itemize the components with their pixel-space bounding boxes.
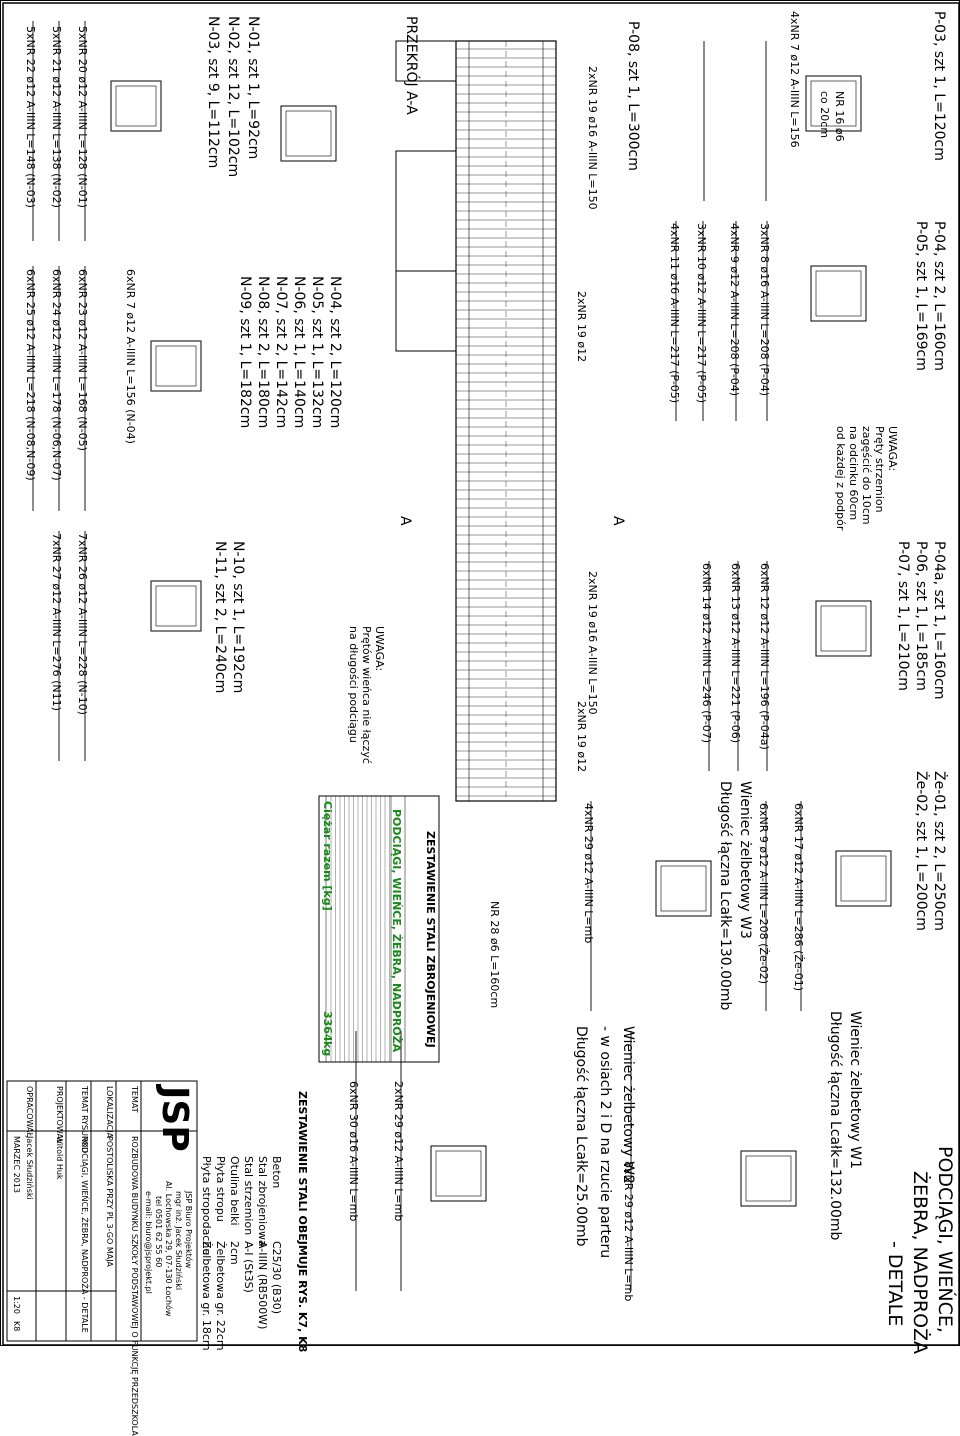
uwaga1-l3: na odcinku 60cm bbox=[847, 426, 860, 521]
spec-title: ZESTAWIENIE STALI ZBROJENIOWEJ bbox=[424, 831, 437, 1048]
bar-n-7: 6xNR 25 ø12 A-IIIN L=218 (N-08,N-09) bbox=[24, 269, 37, 481]
bar-zebra-2: 6xNR 9 ø12 A-IIIN L=208 (Że-02) bbox=[757, 803, 770, 984]
tb-proj-label: PROJEKTOWAŁ bbox=[55, 1086, 64, 1144]
p04a-title-2: P-06, szt 1, L=185cm bbox=[913, 541, 929, 691]
bar-w2-2: 6xNR 30 ø16 A-IIIN L=mb bbox=[347, 1081, 360, 1222]
tb-firm-3: Al. Lochowska 29, 07-130 Łochów bbox=[164, 1181, 173, 1317]
bar-w2-3: 2xNR 29 ø12 A-IIIN L=mb bbox=[392, 1081, 405, 1222]
p08-title: P-08, szt 1, L=300cm bbox=[625, 21, 641, 171]
n-list-b-4: N-07, szt 2, L=142cm bbox=[273, 276, 289, 429]
bar-p04-4: 4xNR 11 ø16 A-IIIN L=217 (P-05) bbox=[668, 223, 681, 404]
section-a-a bbox=[281, 106, 336, 161]
mat-6: Płyta stropodachu bbox=[200, 1156, 213, 1256]
mat-5-v: Żelbetowa gr. 22cm bbox=[214, 1241, 227, 1351]
spec-subtitle: PODCIĄGI, WIEŃCE, ŻEBRA, NADPROŻA bbox=[390, 809, 403, 1053]
tb-logo: JSP bbox=[154, 1086, 195, 1152]
bar-w3-1: 4xNR 29 ø12 A-IIIN L=mb bbox=[582, 803, 595, 944]
tb-firm-2: mgr inż. Jacek Słudziński bbox=[174, 1191, 183, 1291]
sheet-title-3: - DETALE bbox=[884, 1241, 906, 1327]
bar-p04-3: 3xNR 10 ø12 A-IIIN L=217 (P-05) bbox=[695, 223, 708, 404]
w2-length: Długość łączna Lcałk=25.00mb bbox=[573, 1026, 589, 1247]
p08-bar-3: 2xNR 19 ø12 bbox=[575, 701, 588, 773]
bar-p04a-3: 6xNR 14 ø12 A-IIIN L=246 (P-07) bbox=[700, 563, 713, 744]
n-list-b-1: N-04, szt 2, L=120cm bbox=[327, 276, 343, 429]
section-marker-top: A bbox=[610, 516, 626, 526]
n-list-a-1: N-01, szt 1, L=92cm bbox=[245, 16, 261, 160]
bar-p04-2: 4xNR 9 ø12 A-IIIN L=208 (P-04) bbox=[728, 223, 741, 397]
p04a-title-1: P-04a, szt 1, L=160cm bbox=[931, 541, 947, 700]
beam-elevation bbox=[456, 41, 556, 801]
bar-p03-1: 4xNR 7 ø12 A-IIIN L=156 bbox=[788, 11, 801, 148]
tb-temat: ROZBUDOWA BUDYNKU SZKOŁY PODSTAWOWEJ O FUNKCJĘ PRZEDSZKOLA bbox=[130, 1136, 139, 1436]
uwaga1-title: UWAGA: bbox=[886, 426, 899, 472]
tb-rys: PODCIĄGI, WIEŃCE, ŻEBRA, NADPROŻA - DETALE bbox=[80, 1136, 89, 1333]
mat-2-v: A-IIIN (RB500W) bbox=[256, 1241, 269, 1330]
w3-length: Długość łączna Lcałk=130.00mb bbox=[717, 781, 733, 1011]
n-list-c-1: N-10, szt 1, L=192cm bbox=[230, 541, 246, 694]
section-n10 bbox=[151, 581, 201, 631]
tb-date: MARZEC 2013 bbox=[12, 1136, 21, 1193]
bar-n-5: 6xNR 23 ø12 A-IIIN L=168 (N-05) bbox=[76, 269, 89, 451]
tb-lok-label: LOKALIZACJA bbox=[105, 1086, 114, 1138]
w1-length: Długość łączna Lcałk=132.00mb bbox=[827, 1011, 843, 1241]
p03-title: P-03, szt 1, L=120cm bbox=[931, 11, 947, 161]
bar-n-3: 5xNR 22 ø12 A-IIIN L=148 (N-03) bbox=[24, 26, 37, 208]
drawing-lines bbox=[1, 1, 960, 1347]
p04-title-1: P-04, szt 2, L=160cm bbox=[931, 221, 947, 371]
n-list-b-2: N-05, szt 1, L=132cm bbox=[309, 276, 325, 429]
n-list-b-3: N-06, szt 1, L=140cm bbox=[291, 276, 307, 429]
mat-6-v: Żelbetowa gr. 18cm bbox=[200, 1241, 213, 1351]
w3-label: Wieniec żelbetowy W3 bbox=[737, 781, 753, 939]
section-zebra bbox=[836, 851, 891, 906]
bar-p04a-1: 6xNR 12 ø12 A-IIIN L=196 (P-04a) bbox=[758, 563, 771, 750]
bar-n-9: 7xNR 27 ø12 A-IIIN L=276 (N11) bbox=[50, 533, 63, 711]
tb-temat-label: TEMAT bbox=[130, 1086, 139, 1113]
tb-lok: POSTOLISKA PRZY PL 3-GO MAJA bbox=[105, 1136, 114, 1267]
uwaga2-l2: na długości podciągu bbox=[347, 626, 360, 743]
sheet-title-2: ŻEBRA, NADPROŻA bbox=[909, 1171, 931, 1355]
tb-firm-1: JSP Biuro Projektów bbox=[184, 1191, 193, 1269]
w1-label: Wieniec żelbetowy W1 bbox=[847, 1011, 863, 1169]
section-w2 bbox=[431, 1146, 486, 1201]
uwaga1-l1: Pręty strzemion bbox=[873, 426, 886, 513]
mat-2: Stal zbrojeniowa bbox=[256, 1156, 269, 1247]
spec-total-label: Ciężar razem [kg] bbox=[321, 801, 334, 911]
uwaga1-l2: zagęścić do 10cm bbox=[860, 426, 873, 525]
tb-proj: Witold Huk bbox=[55, 1136, 64, 1180]
sheet-title-1: PODCIĄGI, WIEŃCE, bbox=[934, 1146, 956, 1333]
mat-3: Stal strzemion bbox=[242, 1156, 255, 1236]
bar-w3-stirrup: NR 28 ø6 L=160cm bbox=[488, 901, 501, 1009]
section-n01 bbox=[111, 81, 161, 131]
mat-1: Beton bbox=[270, 1156, 283, 1189]
column-w3 bbox=[396, 271, 456, 351]
section-p04a bbox=[816, 601, 871, 656]
uwaga2-l1: Prętów wieńca nie łączyć bbox=[360, 626, 373, 764]
section-marker-bottom: A bbox=[397, 516, 413, 526]
tb-opr-label: OPRACOWAŁ bbox=[25, 1086, 34, 1138]
bar-p04a-2: 6xNR 13 ø12 A-IIIN L=221 (P-06) bbox=[729, 563, 742, 744]
tb-sheet: K8 bbox=[12, 1321, 21, 1332]
n-list-b-6: N-09, szt 1, L=182cm bbox=[237, 276, 253, 429]
mat-4: Otulina belki bbox=[228, 1156, 241, 1226]
section-w3 bbox=[656, 861, 711, 916]
mat-1-v: C25/30 (B30) bbox=[270, 1241, 283, 1315]
p08-bar-2: 2xNR 19 ø12 bbox=[575, 291, 588, 363]
tb-scale: 1:20 bbox=[12, 1296, 21, 1314]
section-p04 bbox=[811, 266, 866, 321]
bar-p04-1: 3xNR 8 ø16 A-IIIN L=208 (P-04) bbox=[758, 223, 771, 397]
uwaga1-l4: od każdej z podpór bbox=[834, 426, 847, 531]
tb-firm-4: tel 0501 62 55 60 bbox=[154, 1196, 163, 1268]
bar-lines bbox=[33, 21, 801, 1291]
column-sl2 bbox=[396, 151, 456, 271]
spec-total-unit: kg bbox=[321, 1041, 334, 1057]
section-n04 bbox=[151, 341, 201, 391]
zebra-title-2: Że-02, szt 1, L=200cm bbox=[913, 771, 929, 931]
section-w1 bbox=[741, 1151, 796, 1206]
bar-p03-spacing: co 20cm bbox=[818, 91, 831, 139]
materials-title: ZESTAWIENIE STALI OBEJMUJE RYS. K7, K8 bbox=[296, 1091, 309, 1353]
bar-n-1: 5xNR 20 ø12 A-IIIN L=128 (N-01) bbox=[76, 26, 89, 208]
p04a-title-3: P-07, szt 1, L=210cm bbox=[895, 541, 911, 691]
zebra-title-1: Że-01, szt 2, L=250cm bbox=[931, 771, 947, 931]
w2-note: - w osiach 2 i D na rzucie parteru bbox=[597, 1026, 613, 1259]
mat-4-v: 2cm bbox=[228, 1241, 241, 1265]
n-list-c-2: N-11, szt 2, L=240cm bbox=[212, 541, 228, 694]
p04-title-2: P-05, szt 1, L=169cm bbox=[913, 221, 929, 371]
bar-p03-stirrup: NR 16 ø6 bbox=[833, 91, 846, 142]
w2-label: Wieniec żelbetowy W2 bbox=[620, 1026, 636, 1184]
spec-table-frame bbox=[319, 796, 439, 1062]
bar-n-8: 7xNR 26 ø12 A-IIIN L=228 (N-10) bbox=[76, 533, 89, 715]
n-list-b-5: N-08, szt 2, L=180cm bbox=[255, 276, 271, 429]
uwaga2-title: UWAGA: bbox=[373, 626, 386, 672]
spec-total-value: 3364 bbox=[321, 1011, 334, 1042]
p08-bar-1: 2xNR 19 ø16 A-IIIN L=150 bbox=[586, 66, 599, 210]
spec-grid bbox=[331, 796, 390, 1062]
bar-n-4: 6xNR 7 ø12 A-IIIN L=156 (N-04) bbox=[124, 269, 137, 444]
n-list-a-2: N-02, szt 12, L=102cm bbox=[225, 16, 241, 178]
bar-n-2: 5xNR 21 ø12 A-IIIN L=138 (N-02) bbox=[50, 26, 63, 208]
mat-5: Płyta stropu bbox=[214, 1156, 227, 1222]
p08-bar-1b: 2xNR 19 ø16 A-IIIN L=150 bbox=[586, 571, 599, 715]
bar-zebra-1: 6xNR 17 ø12 A-IIIN L=286 (Że-01) bbox=[792, 803, 805, 991]
n-list-a-3: N-03, szt 9, L=112cm bbox=[205, 16, 221, 169]
tb-firm-5: e-mail: biuro@jsprojekt.pl bbox=[144, 1191, 153, 1294]
bar-n-6: 6xNR 24 ø12 A-IIIN L=178 (N-06,N-07) bbox=[50, 269, 63, 481]
bar-w2-1: 8xNR 29 ø12 A-IIIN L=mb bbox=[622, 1161, 635, 1302]
tb-opr: Jacek Słudziński bbox=[25, 1136, 34, 1200]
section-aa-label: PRZEKRÓJ A-A bbox=[403, 16, 419, 115]
mat-3-v: A-I (St3S) bbox=[242, 1241, 255, 1293]
tb-rys-label: TEMAT RYSUNKU bbox=[80, 1086, 89, 1153]
